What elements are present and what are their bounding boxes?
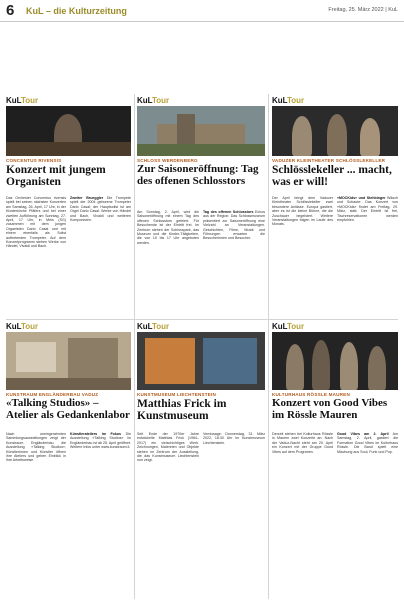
article-body: Tag des offenen Schlosstors Echos aus der Region: Das Schlossmuseum präsentiert zur Saisoneröffnung eine Vielzahl an Veranstaltungen. Geschichten, Filme, Musik und Führungen erwarten die Besucherinnen und Besucher.	[203, 210, 265, 241]
article-body: Das Orchester Concentus rivensis spielt bei seinen nächsten Konzerten am Samstag, 26. April, 17 Uhr, in der Klosterkirche Pfäfers und bei einer zweiten Aufführung am Sonntag, 27. April, 17 Uhr, in Mels (SG) zusammen mit dem jungen Organisten Dario Casal und mit einem ebenfalls als Solist auftretenden Trompeter. Auf dem Konzertprogramm stehen Werke von Händel, Vivaldi und Bach.	[6, 196, 66, 249]
article-photo-organist	[6, 106, 131, 156]
row-divider	[6, 319, 398, 320]
article-body: «MOCKids» und Stehbinger Wäsch und Schaute: Das Konzert von «MOCKids» findet am Freitag, 29. März, statt. Der Eintritt ist frei, Tischreservationen werden empfohlen.	[337, 196, 398, 223]
article-photo-painting	[137, 332, 265, 390]
article-photo-studio	[6, 332, 131, 390]
kultour-label: KuLTour	[137, 96, 170, 105]
kultour-label: KuLTour	[137, 322, 170, 331]
article-headline: Matthias Frick im Kunstmuseum	[137, 398, 227, 423]
article-headline: Schlösslekeller ... macht, was er will!	[272, 164, 392, 189]
kultour-label: KuLTour	[272, 96, 305, 105]
section-title: KuL – die Kulturzeitung	[26, 6, 127, 16]
article-kicker: VADUZER KLEINTHEATER SCHLÖSSLEKELLER	[272, 158, 386, 163]
article-body: Zweiter Brueggler Die Trompete spielt der 2004 geborene Trompeter Dario Casal; der Hauptsolist ist am Orgel Dario Casal. Werke von Händel und Bach, Vivaldi und weiteren Komponisten.	[70, 196, 131, 223]
article-body: Der April bringt dem Vaduzer Kleintheater Schlösslekeller zwei besondere Anlässe. Europa gastiert, aber es ist die kleine Bühne, die die Zuschauer begeistert. Weitere Veranstaltungen folgen im Laufe des Monats.	[272, 196, 333, 227]
article-kicker: KUNSTRAUM ENGLÄNDERBAU VADUZ	[6, 392, 99, 397]
kultour-label: KuLTour	[6, 96, 39, 105]
article-body: Good Vibes am 2. April Am Samstag, 2. April, gastiert die Formation Good Vibes im Kulturhaus Rössle. Die Band spielt eine Mischung aus Soul, Funk und Pop.	[337, 432, 398, 454]
article-kicker: KULTURHAUS RÖSSLE MAUREN	[272, 392, 350, 397]
article-photo-castle	[137, 106, 265, 156]
page-header	[0, 0, 404, 22]
article-kicker: KUNSTMUSEUM LIECHTENSTEIN	[137, 392, 217, 397]
article-body: Am Sonntag, 2. April, wird die Saisoneröffnung mit einem Tag des offenen Schlosstors gefeiert. Für Besuchende ist der Eintritt frei. Im Zentrum stehen der Schlosspark, das Museum und die Kinder-Tätigkeiten, die von 10 bis 17 Uhr angeboten werden.	[137, 210, 199, 245]
article-headline: Konzert von Good Vibes im Rössle Mauren	[272, 397, 388, 421]
article-photo-cellar-stage	[272, 106, 398, 156]
article-headline: «Talking Studios» – Atelier als Gedankenlabor	[6, 397, 130, 421]
article-headline: Konzert mit jungem Organisten	[6, 164, 106, 189]
article-kicker: SCHLOSS WERDENBERG	[137, 158, 198, 163]
article-body: Künstlerateliers im Fokus Die Ausstellung «Talking Studios» im Engländerbau ist ab 25. April geöffnet. Weitere Infos unter www.kunstraum.li.	[70, 432, 131, 450]
article-headline: Zur Saisoneröffnung: Tag des offenen Schlosstors	[137, 163, 259, 187]
article-body: Seit Ende der 1970er Jahre entwickelte Matthias Frick (1984–2017) ein vielschichtiges Werk. Zeichnungen, Malereien und Objekte stehen im Zentrum der Ausstellung, die das Kunstmuseum Liechtenstein nun zeigt.	[137, 432, 199, 463]
article-body: Vernissage: Donnerstag, 31. März 2022, 18:30 Uhr im Kunstmuseum Liechtenstein.	[203, 432, 265, 445]
page-number: 6	[6, 2, 15, 19]
kultour-label: KuLTour	[272, 322, 305, 331]
article-body: Nach uneingerahmten Sammlungsausstellungen zeigt der Kunstraum Engländerbau die Ausstellung «Talking Studios». Künstlerinnen und Künstler öffnen ihre Ateliers und geben Einblick in ihre Arbeitsweise.	[6, 432, 66, 463]
column-divider	[268, 94, 269, 599]
article-body: Derzeit stehen bei Kulturhaus Rössle in Mauren zwei Konzerte an: Nach der Vaduz-Nacht steht am 20. April ein Konzert mit der Gruppe Good Vibes auf dem Programm.	[272, 432, 333, 454]
article-photo-band	[272, 332, 398, 390]
header-date: Freitag, 25. März 2022 | KuL	[328, 7, 398, 13]
article-kicker: CONCENTUS RIVENSIS	[6, 158, 62, 163]
kultour-label: KuLTour	[6, 322, 39, 331]
column-divider	[134, 94, 135, 599]
